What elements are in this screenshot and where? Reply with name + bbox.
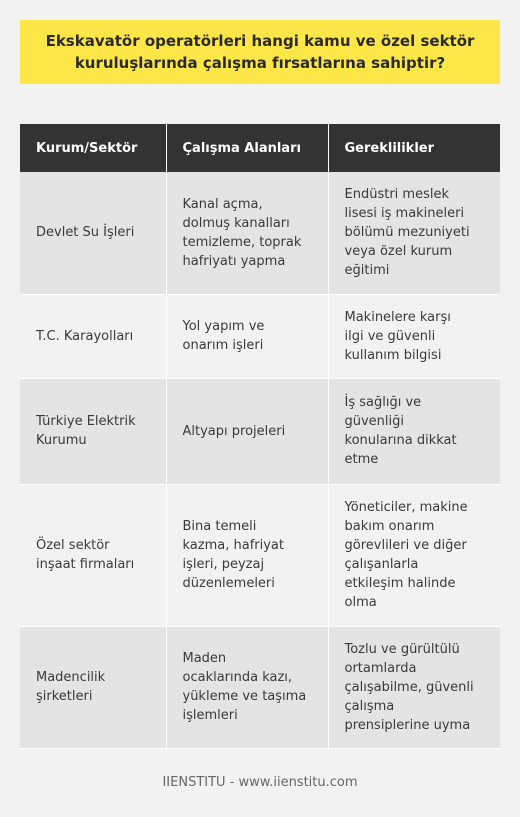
table-cell: Devlet Su İşleri (20, 172, 166, 294)
table-cell: Makinelere karşı ilgi ve güvenli kullanım bilgisi (328, 294, 500, 378)
page-title: Ekskavatör operatörleri hangi kamu ve özel sektör kuruluşlarında çalışma fırsatlarına sahiptir? (45, 32, 475, 72)
column-header-requirements: Gereklilikler (328, 124, 500, 172)
table-row (20, 378, 500, 484)
table-row (20, 484, 500, 626)
table-row (20, 172, 500, 294)
table-row (20, 294, 500, 378)
table-cell: Türkiye Elektrik Kurumu (20, 378, 166, 484)
table-row (20, 626, 500, 748)
table-cell: Kanal açma, dolmuş kanalları temizleme, toprak hafriyatı yapma (166, 172, 328, 294)
title-banner (20, 20, 500, 84)
table-cell: Özel sektör inşaat firmaları (20, 484, 166, 626)
column-header-work-areas: Çalışma Alanları (166, 124, 328, 172)
column-header-institution: Kurum/Sektör (20, 124, 166, 172)
table-cell: Tozlu ve gürültülü ortamlarda çalışabilme, güvenli çalışma prensiplerine uyma (328, 626, 500, 748)
table-cell: Bina temeli kazma, hafriyat işleri, peyzaj düzenlemeleri (166, 484, 328, 626)
info-table (20, 124, 500, 749)
table-cell: Madencilik şirketleri (20, 626, 166, 748)
table-cell: Maden ocaklarında kazı, yükleme ve taşıma işlemleri (166, 626, 328, 748)
table-cell: T.C. Karayolları (20, 294, 166, 378)
table-cell: Yol yapım ve onarım işleri (166, 294, 328, 378)
table-cell: Altyapı projeleri (166, 378, 328, 484)
table-cell: Endüstri meslek lisesi iş makineleri bölümü mezuniyeti veya özel kurum eğitimi (328, 172, 500, 294)
table-cell: İş sağlığı ve güvenliği konularına dikkat etme (328, 378, 500, 484)
table-cell: Yöneticiler, makine bakım onarım görevlileri ve diğer çalışanlarla etkileşim halinde olma (328, 484, 500, 626)
footer-credit: IIENSTITU - www.iienstitu.com (162, 775, 358, 790)
table-header-row (20, 124, 500, 172)
